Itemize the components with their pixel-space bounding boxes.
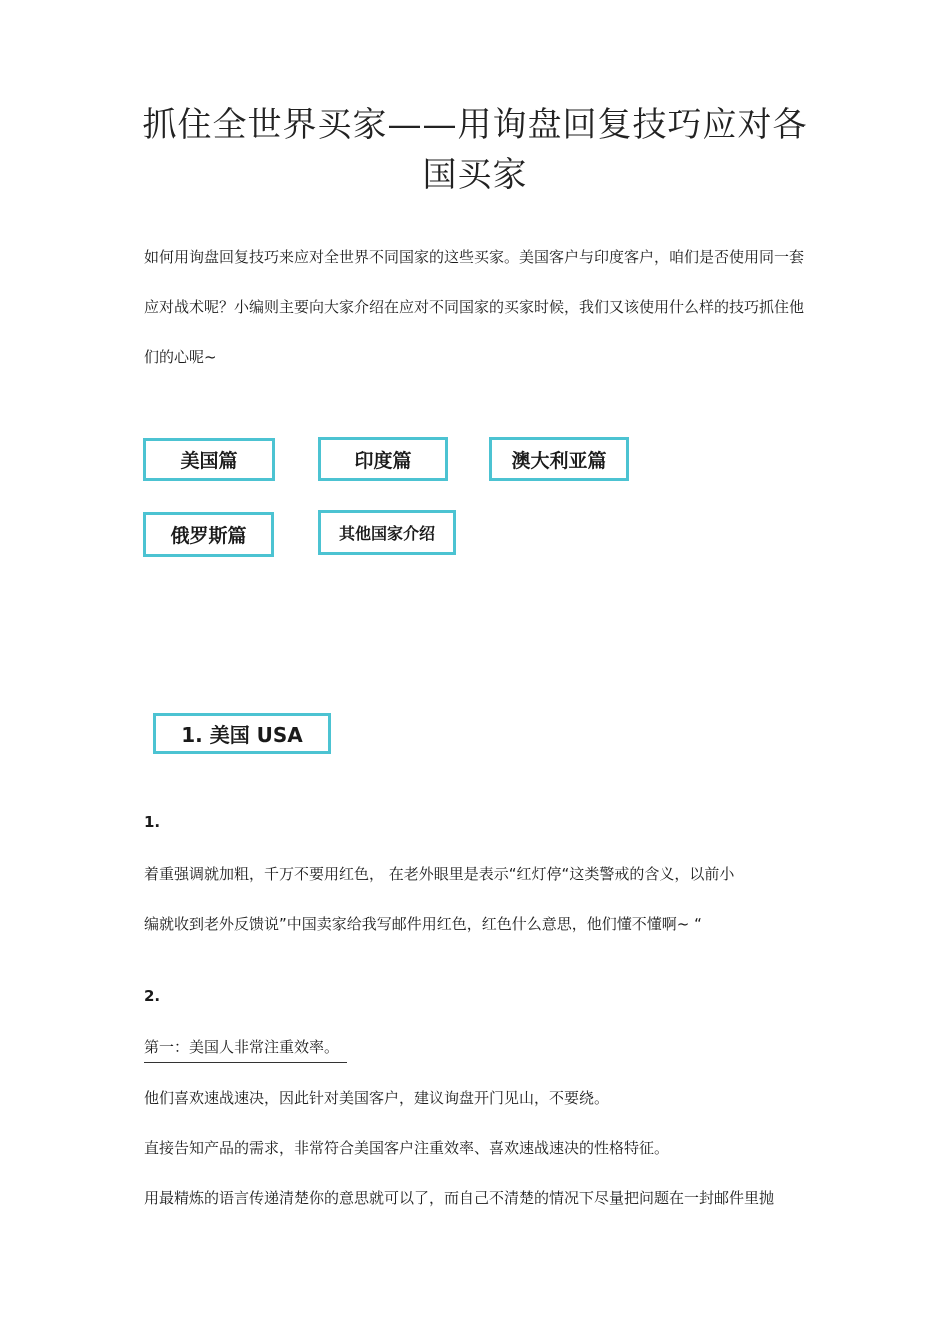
nav-button-usa[interactable]: 美国篇 — [143, 438, 275, 481]
point2-line-1: 他们喜欢速战速决，因此针对美国客户，建议询盘开门见山，不要绕。 — [144, 1089, 610, 1107]
nav-button-russia[interactable]: 俄罗斯篇 — [143, 512, 274, 557]
intro-paragraph: 如何用询盘回复技巧来应对全世界不同国家的这些买家。美国客户与印度客户，咱们是否使用同一套应对战术呢？小编则主要向大家介绍在应对不同国家的买家时候，我们又该使用什么样的技巧抓住他们的心呢~ — [144, 248, 805, 366]
nav-button-other-countries[interactable]: 其他国家介绍 — [318, 510, 456, 555]
point2-line-3: 用最精炼的语言传递清楚你的意思就可以了，而自己不清楚的情况下尽量把问题在一封邮件里抛 — [144, 1189, 775, 1207]
point1-line-2: 编就收到老外反馈说”中国卖家给我写邮件用红色，红色什么意思，他们懂不懂啊~ “ — [144, 915, 702, 933]
title-line-1: 抓住全世界买家——用询盘回复技巧应对各 — [142, 105, 808, 145]
point-number-1: 1. — [144, 813, 161, 831]
point-number-2: 2. — [144, 987, 161, 1005]
nav-button-australia[interactable]: 澳大利亚篇 — [489, 437, 629, 481]
nav-button-india[interactable]: 印度篇 — [318, 437, 448, 481]
point1-line-1: 着重强调就加粗，千万不要用红色， 在老外眼里是表示“红灯停“这类警戒的含义，以前小 — [144, 865, 735, 883]
point2-line-2: 直接告知产品的需求，非常符合美国客户注重效率、喜欢速战速决的性格特征。 — [144, 1139, 670, 1157]
section-heading-usa: 1. 美国 USA — [153, 713, 331, 754]
document-title — [120, 100, 830, 200]
point2-subheading: 第一：美国人非常注重效率。 — [144, 1036, 347, 1063]
title-line-2: 国买家 — [422, 155, 528, 195]
